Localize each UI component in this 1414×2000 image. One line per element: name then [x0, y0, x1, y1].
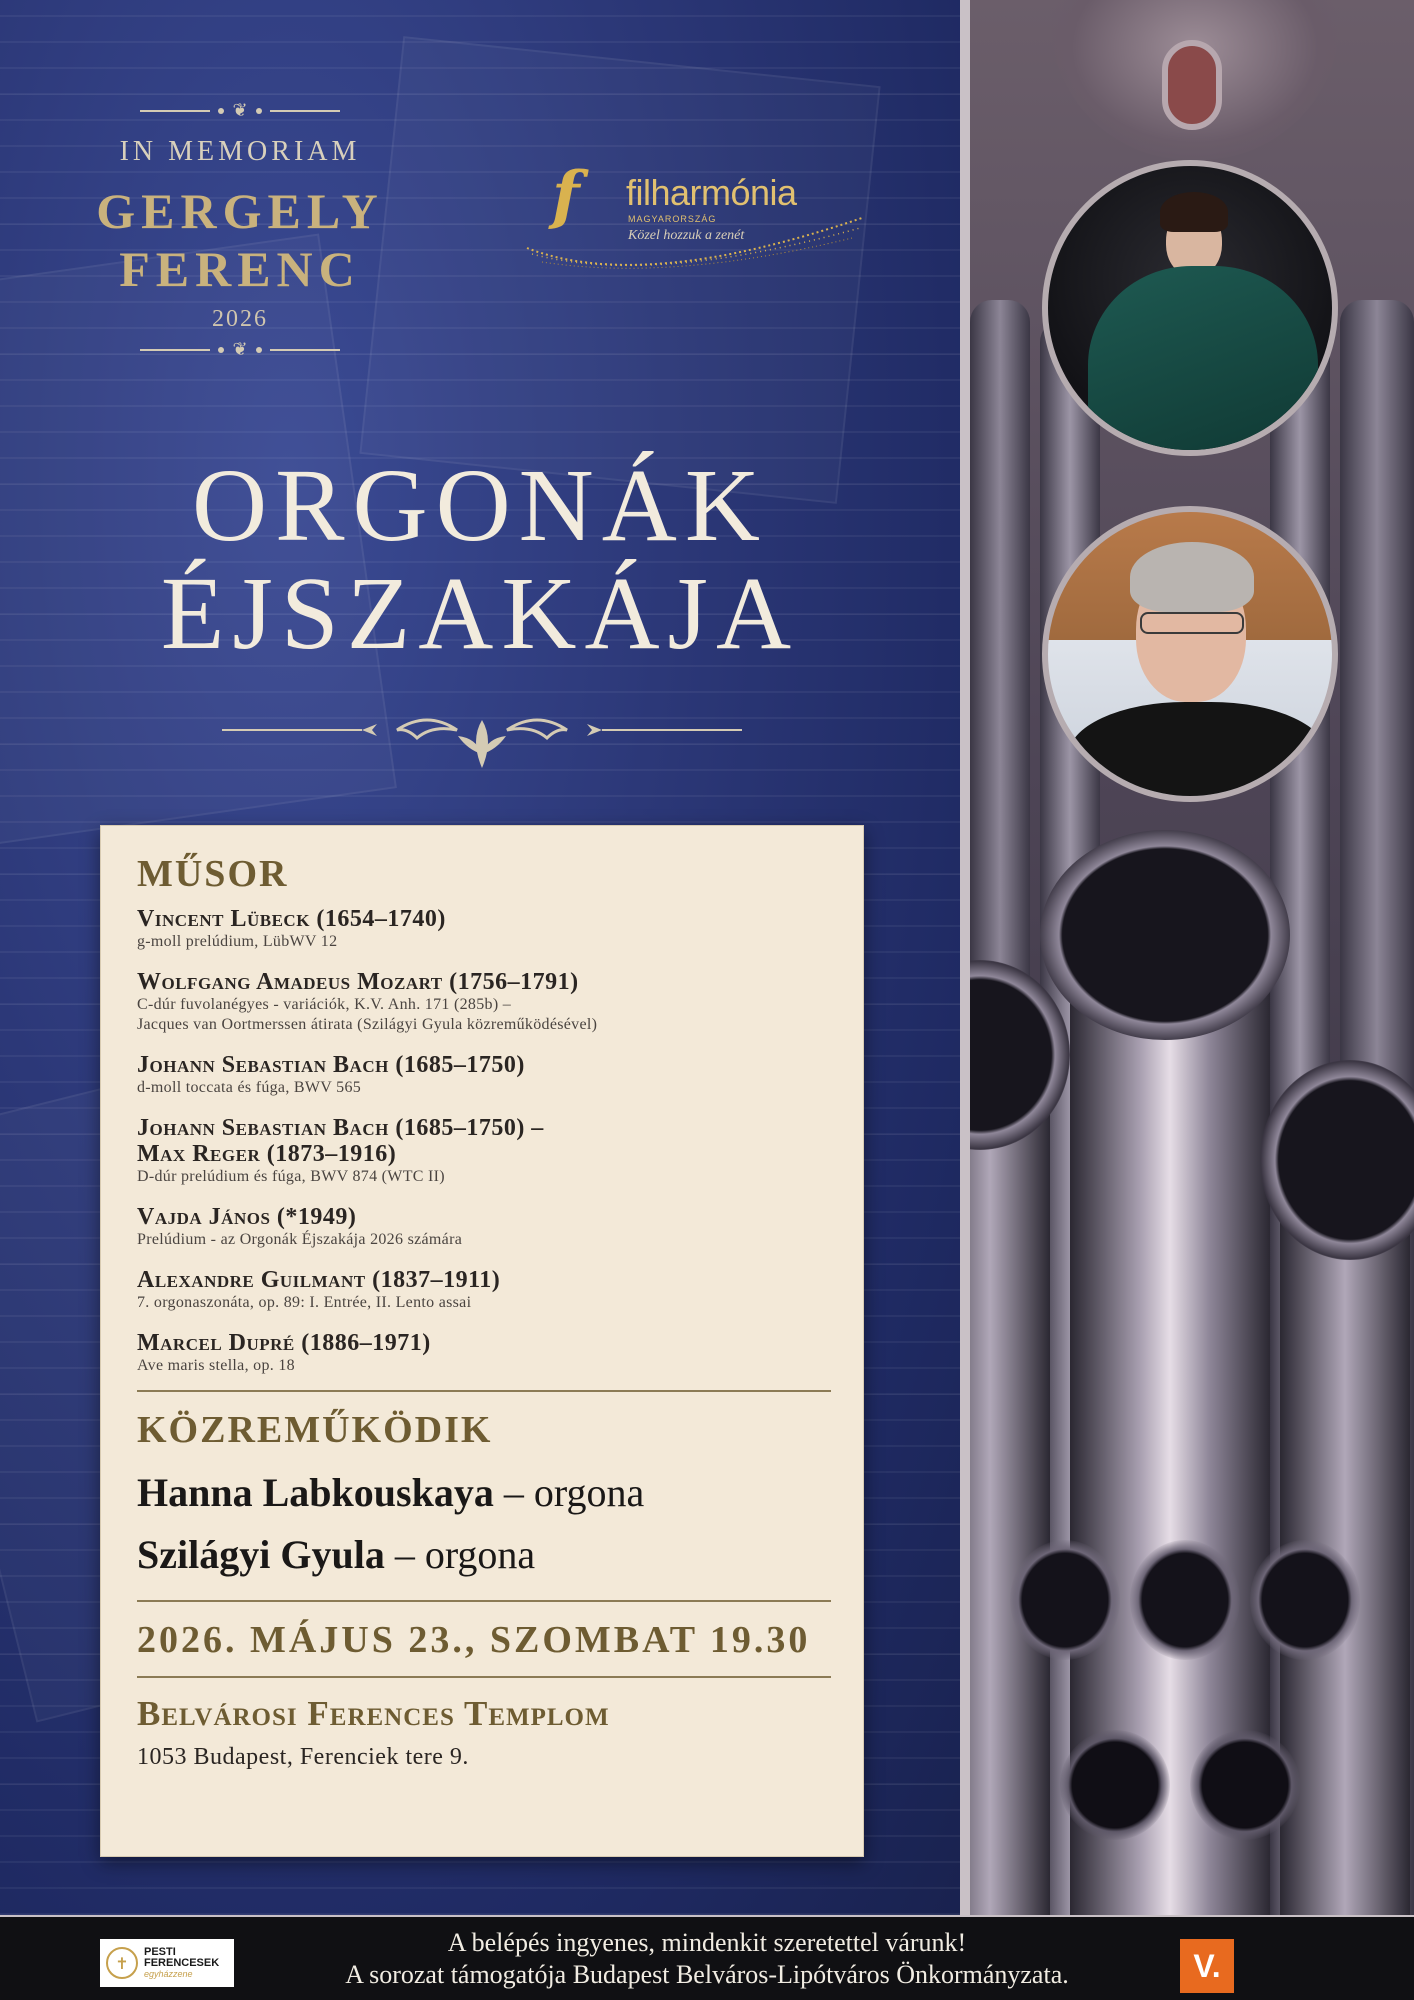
organ-pipe: [970, 1050, 1050, 1915]
organ-pipe-mouth: [1040, 830, 1290, 1040]
program-list: [137, 906, 831, 1376]
card-divider: [137, 1676, 831, 1678]
program-item: [137, 1330, 831, 1376]
sponsor-line-1: PESTI: [144, 1945, 176, 1958]
panel-divider: [960, 0, 970, 1915]
performer-name: Szilágyi Gyula: [137, 1532, 385, 1577]
pesti-ferencesek-emblem-icon: ✝: [106, 1947, 138, 1979]
card-divider: [137, 1600, 831, 1602]
portrait-hanna-labkouskaya: [1042, 160, 1338, 456]
logo-wave-icon: [522, 158, 872, 288]
organ-pipe-mouth: [1010, 1540, 1120, 1660]
work: C-dúr fuvolanégyes - variációk, K.V. Anh. 171 (285b) –: [137, 996, 512, 1013]
event-date: 2026. MÁJUS 23., SZOMBAT 19.30: [137, 1619, 811, 1661]
ornament-flourish-icon: ❦: [232, 100, 248, 121]
logo-name: filharmónia: [626, 172, 797, 213]
organ-pipe-mouth: [1060, 1730, 1170, 1840]
portrait-hair: [1130, 542, 1254, 612]
performer-name: Hanna Labkouskaya: [137, 1470, 494, 1515]
work: Prelúdium - az Orgonák Éjszakája 2026 számára: [137, 1231, 463, 1248]
main-title: [0, 448, 960, 671]
work: d-moll toccata és fúga, BWV 565: [137, 1079, 362, 1096]
portrait-dress: [1088, 266, 1318, 456]
honoree-name-last: FERENC: [119, 241, 361, 297]
filharmonia-logo-icon: f: [552, 158, 580, 233]
logo-slogan: Közel hozzuk a zenét: [628, 228, 745, 243]
performer: [137, 1462, 831, 1524]
venue-address: 1053 Budapest, Ferenciek tere 9.: [137, 1744, 469, 1770]
performer-role: – orgona: [493, 1470, 645, 1515]
footer-line-1: A belépés ingyenes, mindenkit szeretettel várunk!: [447, 1928, 967, 1957]
composer: Vajda János (*1949): [137, 1204, 357, 1230]
performer-role: – orgona: [384, 1532, 536, 1577]
program-heading: MŰSOR: [137, 853, 289, 895]
footer-text: [200, 1927, 1214, 1991]
portrait-glasses: [1140, 612, 1244, 634]
portrait-hair: [1160, 192, 1228, 232]
organ-pipe-mouth: [1250, 1540, 1360, 1660]
portrait-szilagyi-gyula: [1042, 506, 1338, 802]
composer: Johann Sebastian Bach (1685–1750): [137, 1052, 525, 1078]
work-continued: Jacques van Oortmerssen átirata (Szilágyi Gyula közreműködésével): [137, 1016, 598, 1033]
work: D-dúr prelúdium és fúga, BWV 874 (WTC II): [137, 1168, 445, 1185]
ornament-top: [90, 100, 390, 122]
sponsor-line-3: egyházzene: [144, 1968, 193, 1979]
program-item: [137, 1052, 831, 1098]
composer-continued: Max Reger (1873–1916): [137, 1141, 397, 1167]
composer: Vincent Lübeck (1654–1740): [137, 906, 446, 932]
memoriam-year: 2026: [212, 306, 268, 332]
filharmonia-logo: [522, 158, 872, 288]
work: Ave maris stella, op. 18: [137, 1357, 295, 1374]
program-item: [137, 1204, 831, 1250]
work: 7. orgonaszonáta, op. 89: I. Entrée, II. Lento assai: [137, 1294, 472, 1311]
organ-pipe: [1280, 1150, 1410, 1915]
ornament-flourish-icon: ❦: [232, 339, 248, 360]
program-item: [137, 969, 831, 1035]
in-memoriam-label: IN MEMORIAM: [119, 136, 361, 167]
ornament-bottom: [90, 339, 390, 361]
program-item: [137, 906, 831, 952]
title-divider-ornament-icon: [222, 710, 742, 780]
organ-photo-panel: [970, 0, 1414, 1915]
logo-country: MAGYARORSZÁG: [628, 214, 717, 224]
composer: Johann Sebastian Bach (1685–1750) –: [137, 1115, 544, 1141]
performer-list: [137, 1462, 831, 1586]
footer: [0, 1915, 1414, 2000]
organ-pipe-mouth: [1190, 1730, 1300, 1840]
title-line-2: ÉJSZAKÁJA: [160, 556, 800, 671]
program-item: [137, 1115, 831, 1187]
work: g-moll prelúdium, LübWV 12: [137, 933, 338, 950]
performers-heading: KÖZREMŰKÖDIK: [137, 1409, 493, 1451]
organ-pipe-mouth: [1130, 1540, 1240, 1660]
honoree-name-first: GERGELY: [96, 183, 384, 239]
district-v-logo-icon: V.: [1180, 1939, 1234, 1993]
organ-case-medallion: [1162, 40, 1222, 130]
composer: Wolfgang Amadeus Mozart (1756–1791): [137, 969, 579, 995]
composer: Alexandre Guilmant (1837–1911): [137, 1267, 501, 1293]
card-divider: [137, 1390, 831, 1392]
performer: [137, 1524, 831, 1586]
in-memoriam-block: [90, 100, 390, 361]
composer: Marcel Dupré (1886–1971): [137, 1330, 431, 1356]
portrait-jacket: [1068, 702, 1328, 802]
venue-name: Belvárosi Ferences Templom: [137, 1694, 610, 1733]
program-card: [100, 825, 864, 1857]
program-item: [137, 1267, 831, 1313]
footer-line-2: A sorozat támogatója Budapest Belváros-Lipótváros Önkormányzata.: [345, 1960, 1069, 1989]
title-line-1: ORGONÁK: [192, 448, 768, 563]
sponsor-line-2: FERENCESEK: [144, 1956, 220, 1969]
